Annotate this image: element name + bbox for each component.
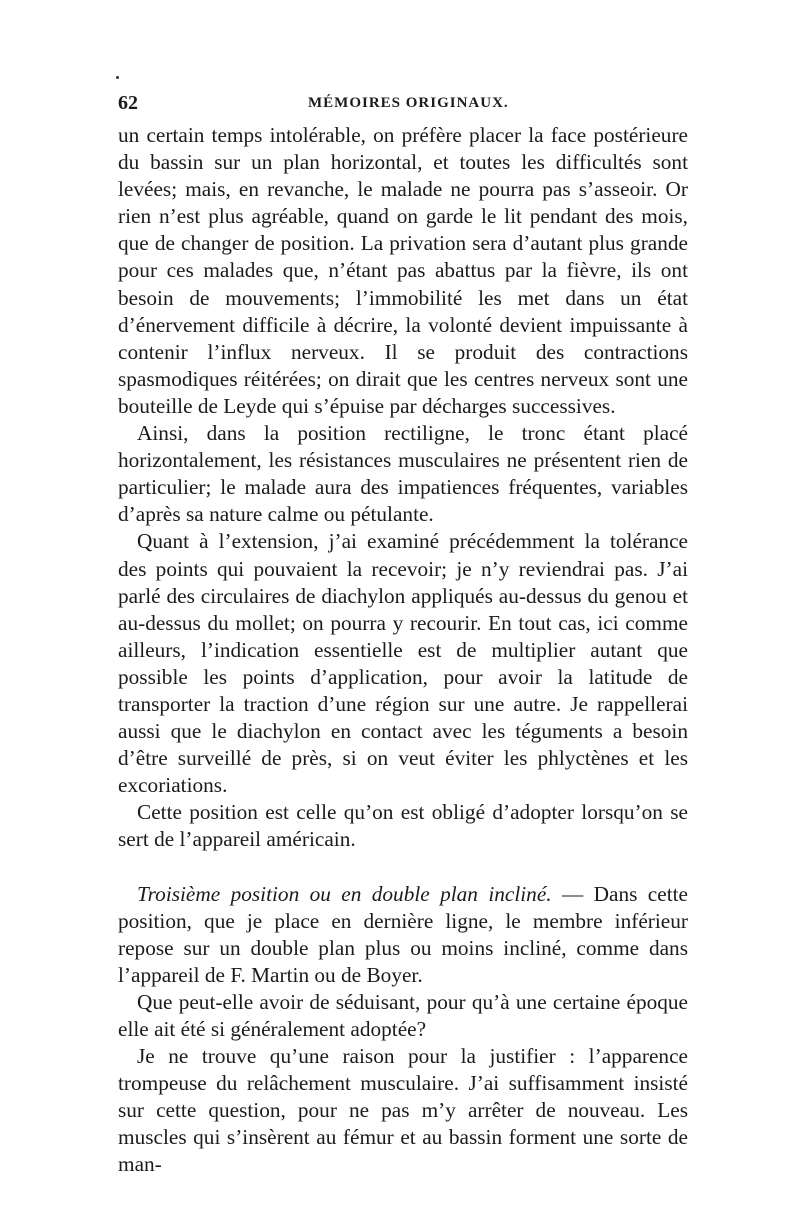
paragraph: Ainsi, dans la position rectiligne, le tronc étant placé horizontalement, les résistances musculaires ne présentent rien de particulier; le malade aura des impatiences fréquentes, variables d’après sa nature calme ou pétulante. — [118, 421, 688, 527]
paragraph: Quant à l’extension, j’ai examiné précédemment la tolérance des points qui pouvaient la recevoir; je n’y reviendrai pas. J’ai parlé des circulaires de diachylon appliqués au-dessus du genou et au-dessus du mollet; on pourra y recourir. En tout cas, ici comme ailleurs, l’indication essentielle est de multiplier autant que possible les points d’application, pour avoir la latitude de transporter la traction d’une région sur une autre. Je rappellerai aussi que le diachylon en contact avec les téguments a besoin d’être surveillé de près, si on veut éviter les phlyctènes et les excoriations. — [118, 529, 688, 798]
paragraph: Je ne trouve qu’une raison pour la justifier : l’apparence trompeuse du relâchement musculaire. J’ai suffisamment insisté sur cette question, pour ne pas m’y arrêter de nouveau. Les muscles qui s’insèrent au fémur et au bassin forment une sorte de man- — [118, 1044, 688, 1177]
page-number: 62 — [118, 92, 138, 114]
paragraph: Cette position est celle qu’on est obligé d’adopter lorsqu’on se sert de l’appareil américain. — [118, 800, 688, 852]
section-paragraph — [118, 881, 688, 989]
running-head: MÉMOIRES ORIGINAUX. — [308, 95, 509, 111]
section-dash: — — [551, 881, 594, 906]
section-title: Troisième position ou en double plan incliné. — [137, 881, 552, 906]
page-header — [118, 92, 688, 122]
body-text — [118, 122, 688, 1179]
section-text: Dans cette position, que je place en dernière ligne, le membre inférieur repose sur un double plan plus ou moins incliné, comme dans l’appareil de F. Martin ou de Boyer. — [118, 881, 688, 987]
printing-speck — [116, 76, 119, 79]
section-spacer — [118, 854, 688, 881]
paragraph: Que peut-elle avoir de séduisant, pour qu’à une certaine époque elle ait été si généralement adoptée? — [118, 989, 688, 1041]
paragraph-continued: un certain temps intolérable, on préfère placer la face postérieure du bassin sur un plan horizontal, et toutes les difficultés sont levées; mais, en revanche, le malade ne pourra pas s’asseoir. Or rien n’est plus agréable, quand on garde le lit pendant des mois, que de changer de position. La privation sera d’autant plus grande pour ces malades que, n’étant pas abattus par la fièvre, ils ont besoin de mouvements; l’immobilité les met dans un état d’énervement difficile à décrire, la volonté devient impuissante à contenir l’influx nerveux. Il se produit des contractions spasmodiques réitérées; on dirait que les centres nerveux sont une bouteille de Leyde qui s’épuise par décharges successives. — [118, 123, 688, 418]
